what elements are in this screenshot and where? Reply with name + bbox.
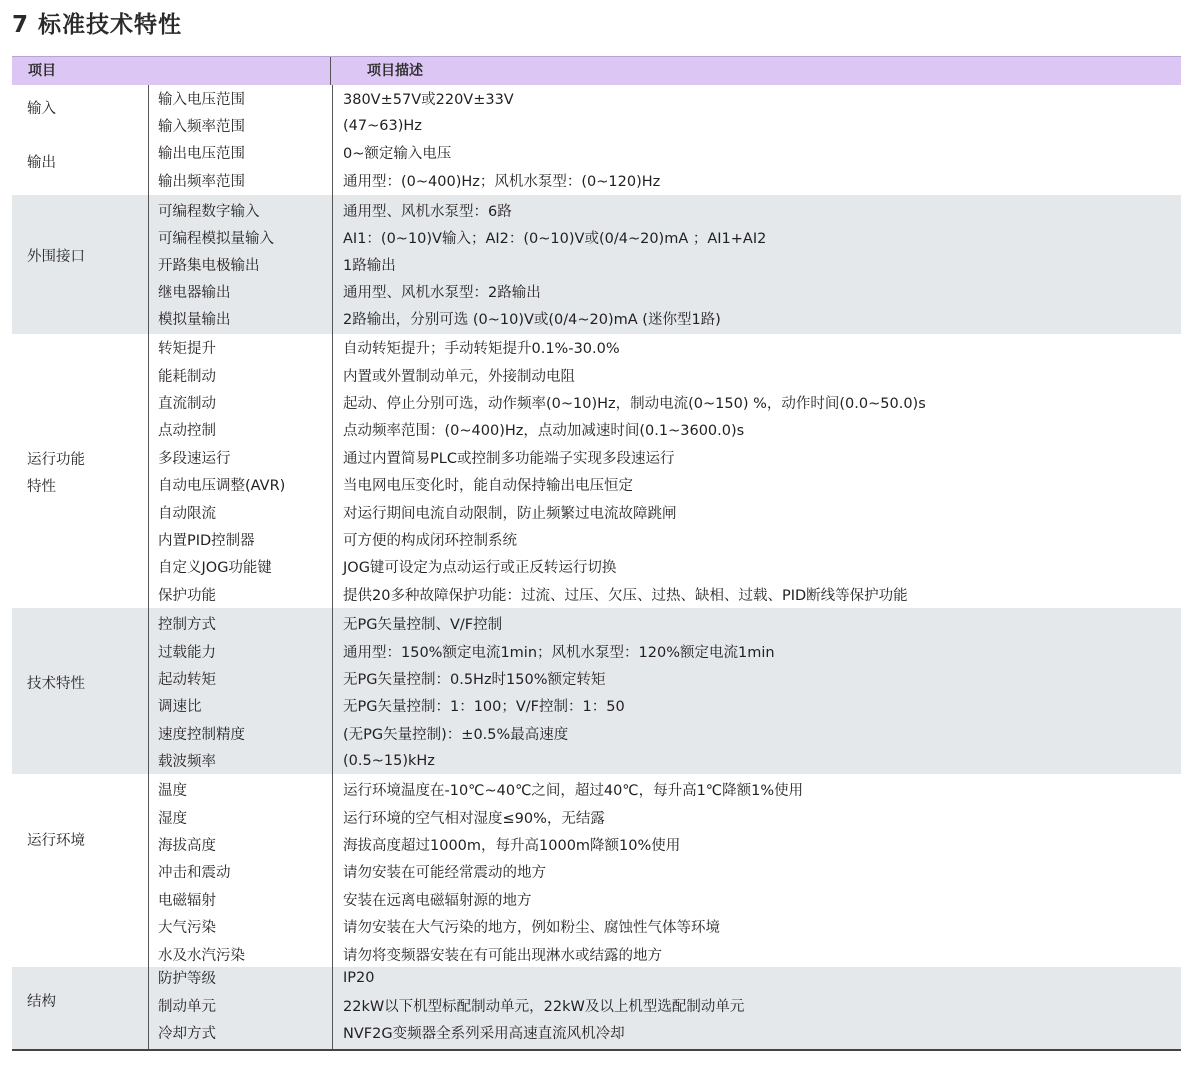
row-value: 22kW以下机型标配制动单元，22kW及以上机型选配制动单元 — [343, 998, 745, 1015]
table-row — [148, 416, 1181, 443]
row-value: 内置或外置制动单元，外接制动电阻 — [343, 368, 575, 385]
spec-table — [12, 56, 1181, 1051]
row-value: (47~63)Hz — [343, 117, 422, 134]
table-row — [148, 692, 1181, 719]
row-value: JOG键可设定为点动运行或正反转运行切换 — [343, 560, 617, 577]
row-value: 当电网电压变化时，能自动保持输出电压恒定 — [343, 478, 633, 495]
row-label: 电磁辐射 — [158, 892, 216, 909]
table-row — [148, 610, 1181, 637]
row-value: 无PG矢量控制：0.5Hz时150%额定转矩 — [343, 671, 606, 688]
row-value: 请勿安装在大气污染的地方，例如粉尘、腐蚀性气体等环境 — [343, 920, 720, 937]
row-value: 通用型：150%额定电流1min；风机水泵型：120%额定电流1min — [343, 644, 775, 661]
row-value: 点动频率范围：(0~400)Hz，点动加减速时间(0.1~3600.0)s — [343, 423, 745, 440]
header-description: 项目描述 — [367, 63, 423, 79]
row-value: (0.5~15)kHz — [343, 752, 435, 769]
row-label: 转矩提升 — [158, 341, 216, 358]
category-run-function: 运行功能 — [27, 452, 85, 468]
row-value: 通过内置简易PLC或控制多功能端子实现多段速运行 — [343, 450, 675, 467]
row-value: 无PG矢量控制、V/F控制 — [343, 617, 503, 634]
row-label: 起动转矩 — [158, 671, 216, 688]
table-row — [148, 803, 1181, 830]
category-run-function-line2: 特性 — [27, 479, 56, 495]
row-label: 继电器输出 — [158, 285, 231, 301]
table-row — [148, 471, 1181, 498]
category-output: 输出 — [27, 155, 56, 171]
category-structure: 结构 — [27, 994, 56, 1010]
row-label: 开路集电极输出 — [158, 258, 260, 274]
table-row — [148, 637, 1181, 664]
table-row — [148, 747, 1181, 774]
table-row — [148, 224, 1181, 251]
table-row — [148, 197, 1181, 224]
category-environment: 运行环境 — [27, 833, 85, 849]
row-value: 请勿将变频器安装在有可能出现淋水或结露的地方 — [343, 947, 662, 964]
row-label: 输入电压范围 — [158, 92, 245, 108]
row-value: 通用型、风机水泵型：6路 — [343, 204, 512, 220]
table-row — [148, 858, 1181, 885]
table-bottom-rule — [12, 1049, 1181, 1051]
row-value: NVF2G变频器全系列采用高速直流风机冷却 — [343, 1025, 625, 1042]
row-label: 海拔高度 — [158, 837, 216, 854]
row-label: 自动电压调整(AVR) — [158, 478, 286, 495]
row-value: IP20 — [343, 969, 375, 986]
row-label: 大气污染 — [158, 920, 216, 937]
table-row — [148, 251, 1181, 278]
row-label: 自动限流 — [158, 505, 216, 522]
row-label: 水及水汽污染 — [158, 947, 245, 964]
row-label: 湿度 — [158, 810, 187, 827]
table-row — [148, 305, 1181, 332]
row-value: 安装在远离电磁辐射源的地方 — [343, 892, 532, 909]
table-row — [148, 1019, 1181, 1046]
row-label: 内置PID控制器 — [158, 532, 255, 549]
table-row — [148, 139, 1181, 166]
category-peripheral: 外围接口 — [27, 249, 85, 265]
header-item: 项目 — [12, 57, 331, 85]
row-label: 温度 — [158, 783, 187, 800]
table-row — [148, 85, 1181, 112]
row-label: 可编程数字输入 — [158, 204, 260, 220]
table-row — [148, 581, 1181, 608]
page-title: 7 标准技术特性 — [12, 12, 183, 38]
row-label: 控制方式 — [158, 617, 216, 634]
row-value: 1路输出 — [343, 258, 396, 274]
row-value: AI1：(0~10)V输入；AI2：(0~10)V或(0/4~20)mA ；AI1+AI2 — [343, 231, 767, 247]
row-label: 调速比 — [158, 699, 202, 716]
row-value: 提供20多种故障保护功能：过流、过压、欠压、过热、缺相、过载、PID断线等保护功能 — [343, 587, 908, 604]
row-label: 防护等级 — [158, 971, 216, 988]
row-value: 通用型、风机水泵型：2路输出 — [343, 285, 541, 301]
row-label: 过载能力 — [158, 644, 216, 661]
row-value: 起动、停止分别可选，动作频率(0~10)Hz，制动电流(0~150) %，动作时间(0.0~50.0)s — [343, 395, 926, 412]
row-label: 多段速运行 — [158, 450, 231, 467]
row-label: 输出频率范围 — [158, 174, 245, 190]
row-value: 通用型：(0~400)Hz；风机水泵型：(0~120)Hz — [343, 174, 661, 190]
row-value: 自动转矩提升；手动转矩提升0.1%-30.0% — [343, 341, 620, 358]
group-io — [12, 85, 1181, 195]
table-row — [148, 665, 1181, 692]
table-row — [148, 886, 1181, 913]
row-value: (无PG矢量控制)：±0.5%最高速度 — [343, 726, 569, 743]
row-label: 能耗制动 — [158, 368, 216, 385]
table-row — [148, 776, 1181, 803]
row-label: 输入频率范围 — [158, 119, 245, 135]
row-label: 点动控制 — [158, 423, 216, 440]
row-value: 无PG矢量控制：1：100；V/F控制：1：50 — [343, 699, 625, 716]
table-row — [148, 334, 1181, 361]
row-label: 制动单元 — [158, 998, 216, 1015]
row-value: 运行环境温度在-10℃~40℃之间，超过40℃，每升高1℃降额1%使用 — [343, 783, 804, 800]
table-row — [148, 964, 1181, 991]
group-peripheral — [12, 195, 1181, 334]
row-value: 380V±57V或220V±33V — [343, 92, 514, 108]
category-technical: 技术特性 — [27, 676, 85, 692]
table-row — [148, 831, 1181, 858]
table-row — [148, 526, 1181, 553]
table-row — [148, 913, 1181, 940]
table-row — [148, 553, 1181, 580]
row-value: 请勿安装在可能经常震动的地方 — [343, 865, 546, 882]
row-value: 对运行期间电流自动限制，防止频繁过电流故障跳闸 — [343, 505, 677, 522]
table-row — [148, 444, 1181, 471]
table-row — [148, 498, 1181, 525]
row-value: 0~额定输入电压 — [343, 146, 452, 162]
row-label: 冷却方式 — [158, 1025, 216, 1042]
table-row — [148, 389, 1181, 416]
table-row — [148, 720, 1181, 747]
row-label: 输出电压范围 — [158, 146, 245, 162]
row-label: 可编程模拟量输入 — [158, 231, 274, 247]
group-run-function — [12, 334, 1181, 608]
row-label: 冲击和震动 — [158, 865, 231, 882]
row-label: 保护功能 — [158, 587, 216, 604]
table-row — [148, 112, 1181, 139]
row-label: 自定义JOG功能键 — [158, 560, 272, 577]
row-value: 可方便的构成闭环控制系统 — [343, 532, 517, 549]
table-header — [12, 56, 1181, 85]
table-row — [148, 361, 1181, 388]
table-row — [148, 166, 1181, 195]
row-value: 运行环境的空气相对湿度≤90%，无结露 — [343, 810, 605, 827]
row-label: 模拟量输出 — [158, 312, 231, 328]
row-value: 2路输出，分别可选 (0~10)V或(0/4~20)mA (迷你型1路) — [343, 312, 721, 328]
row-label: 载波频率 — [158, 754, 216, 771]
row-label: 直流制动 — [158, 395, 216, 412]
row-value: 海拔高度超过1000m，每升高1000m降额10%使用 — [343, 837, 681, 854]
row-label: 速度控制精度 — [158, 726, 245, 743]
table-row — [148, 278, 1181, 305]
group-technical — [12, 608, 1181, 774]
category-input: 输入 — [27, 101, 56, 117]
group-environment — [12, 774, 1181, 967]
table-row — [148, 991, 1181, 1018]
group-structure — [12, 967, 1181, 1049]
